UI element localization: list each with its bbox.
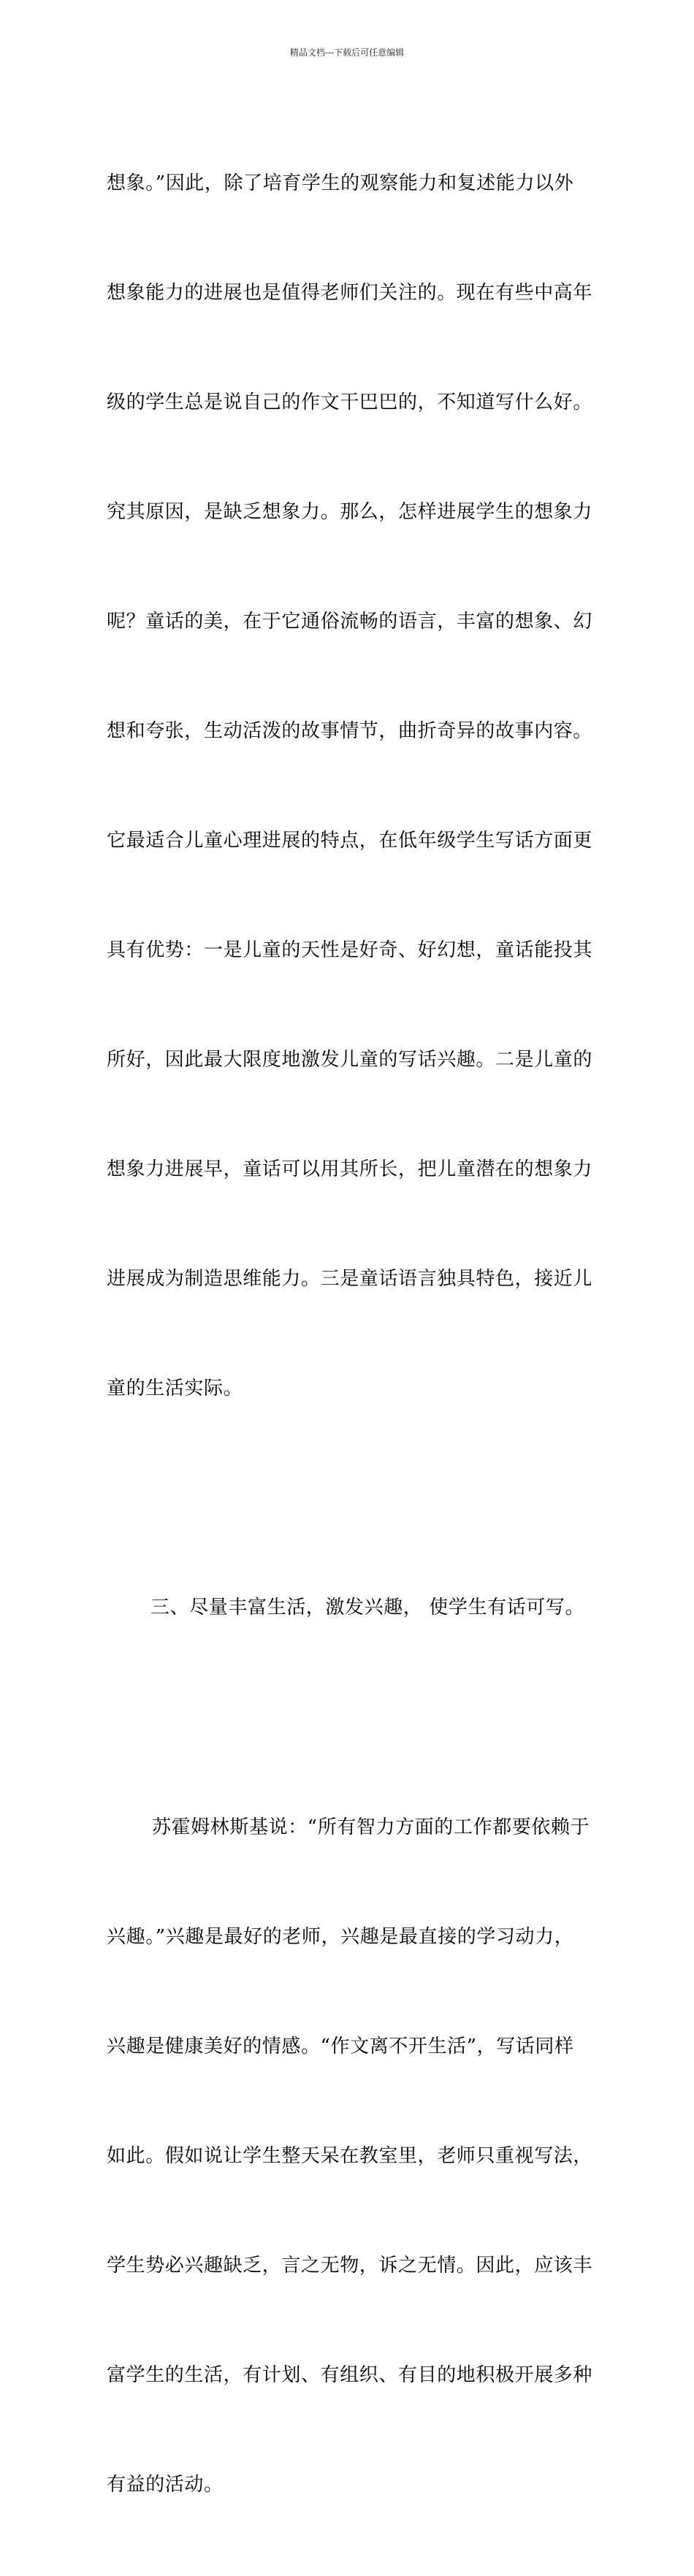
text-line: 进展成为制造思维能力。三是童话语言独具特色，接近儿: [107, 1268, 593, 1290]
text-line: 如此。假如说让学生整天呆在教室里，老师只重视写法，: [107, 2145, 593, 2167]
text-line: 富学生的生活，有计划、有组织、有目的地积极开展多种: [107, 2364, 593, 2386]
text-line: 想象。”因此，除了培育学生的观察能力和复述能力以外: [107, 172, 574, 194]
text-line: 学生势必兴趣缺乏，言之无物，诉之无情。因此，应该丰: [107, 2255, 593, 2277]
text-line: 究其原因，是缺乏想象力。那么，怎样进展学生的想象力: [107, 501, 593, 523]
text-line: 它最适合儿童心理进展的特点，在低年级学生写话方面更: [107, 830, 593, 852]
text-line: 兴趣。”兴趣是最好的老师，兴趣是最直接的学习动力，: [107, 1926, 574, 1948]
text-line: 具有优势：一是儿童的天性是好奇、好幻想，童话能投其: [107, 939, 593, 961]
section-heading: [107, 1516, 592, 1699]
document-body: [107, 92, 592, 2576]
text-line: 级的学生总是说自己的作文干巴巴的，不知道写什么好。: [107, 391, 593, 413]
text-line: 想象力进展早，童话可以用其所长，把儿童潜在的想象力: [107, 1158, 593, 1180]
paragraph-imagination: [107, 92, 592, 1480]
text-line: 苏霍姆林斯基说：“所有智力方面的工作都要依赖于: [152, 1816, 590, 1838]
text-line: 想和夸张，生动活泼的故事情节，曲折奇异的故事内容。: [107, 720, 593, 742]
text-line: 想象能力的进展也是值得老师们关注的。现在有些中高年: [107, 282, 593, 304]
text-line: 有益的活动。: [107, 2474, 224, 2496]
heading-text: 三、尽量丰富生活，激发兴趣， 使学生有话可写。: [150, 1597, 585, 1618]
text-line: 所好，因此最大限度地激发儿童的写话兴趣。二是儿童的: [107, 1049, 593, 1071]
text-line: 童的生活实际。: [107, 1377, 243, 1399]
text-line: 呢？童话的美，在于它通俗流畅的语言，丰富的想象、幻: [107, 611, 593, 632]
paragraph-interest: [107, 1736, 592, 2576]
page-header: 精品文档---下载后可任意编辑: [289, 47, 405, 58]
text-line: 兴趣是健康美好的情感。“作文离不开生活”，写话同样: [107, 2036, 574, 2057]
